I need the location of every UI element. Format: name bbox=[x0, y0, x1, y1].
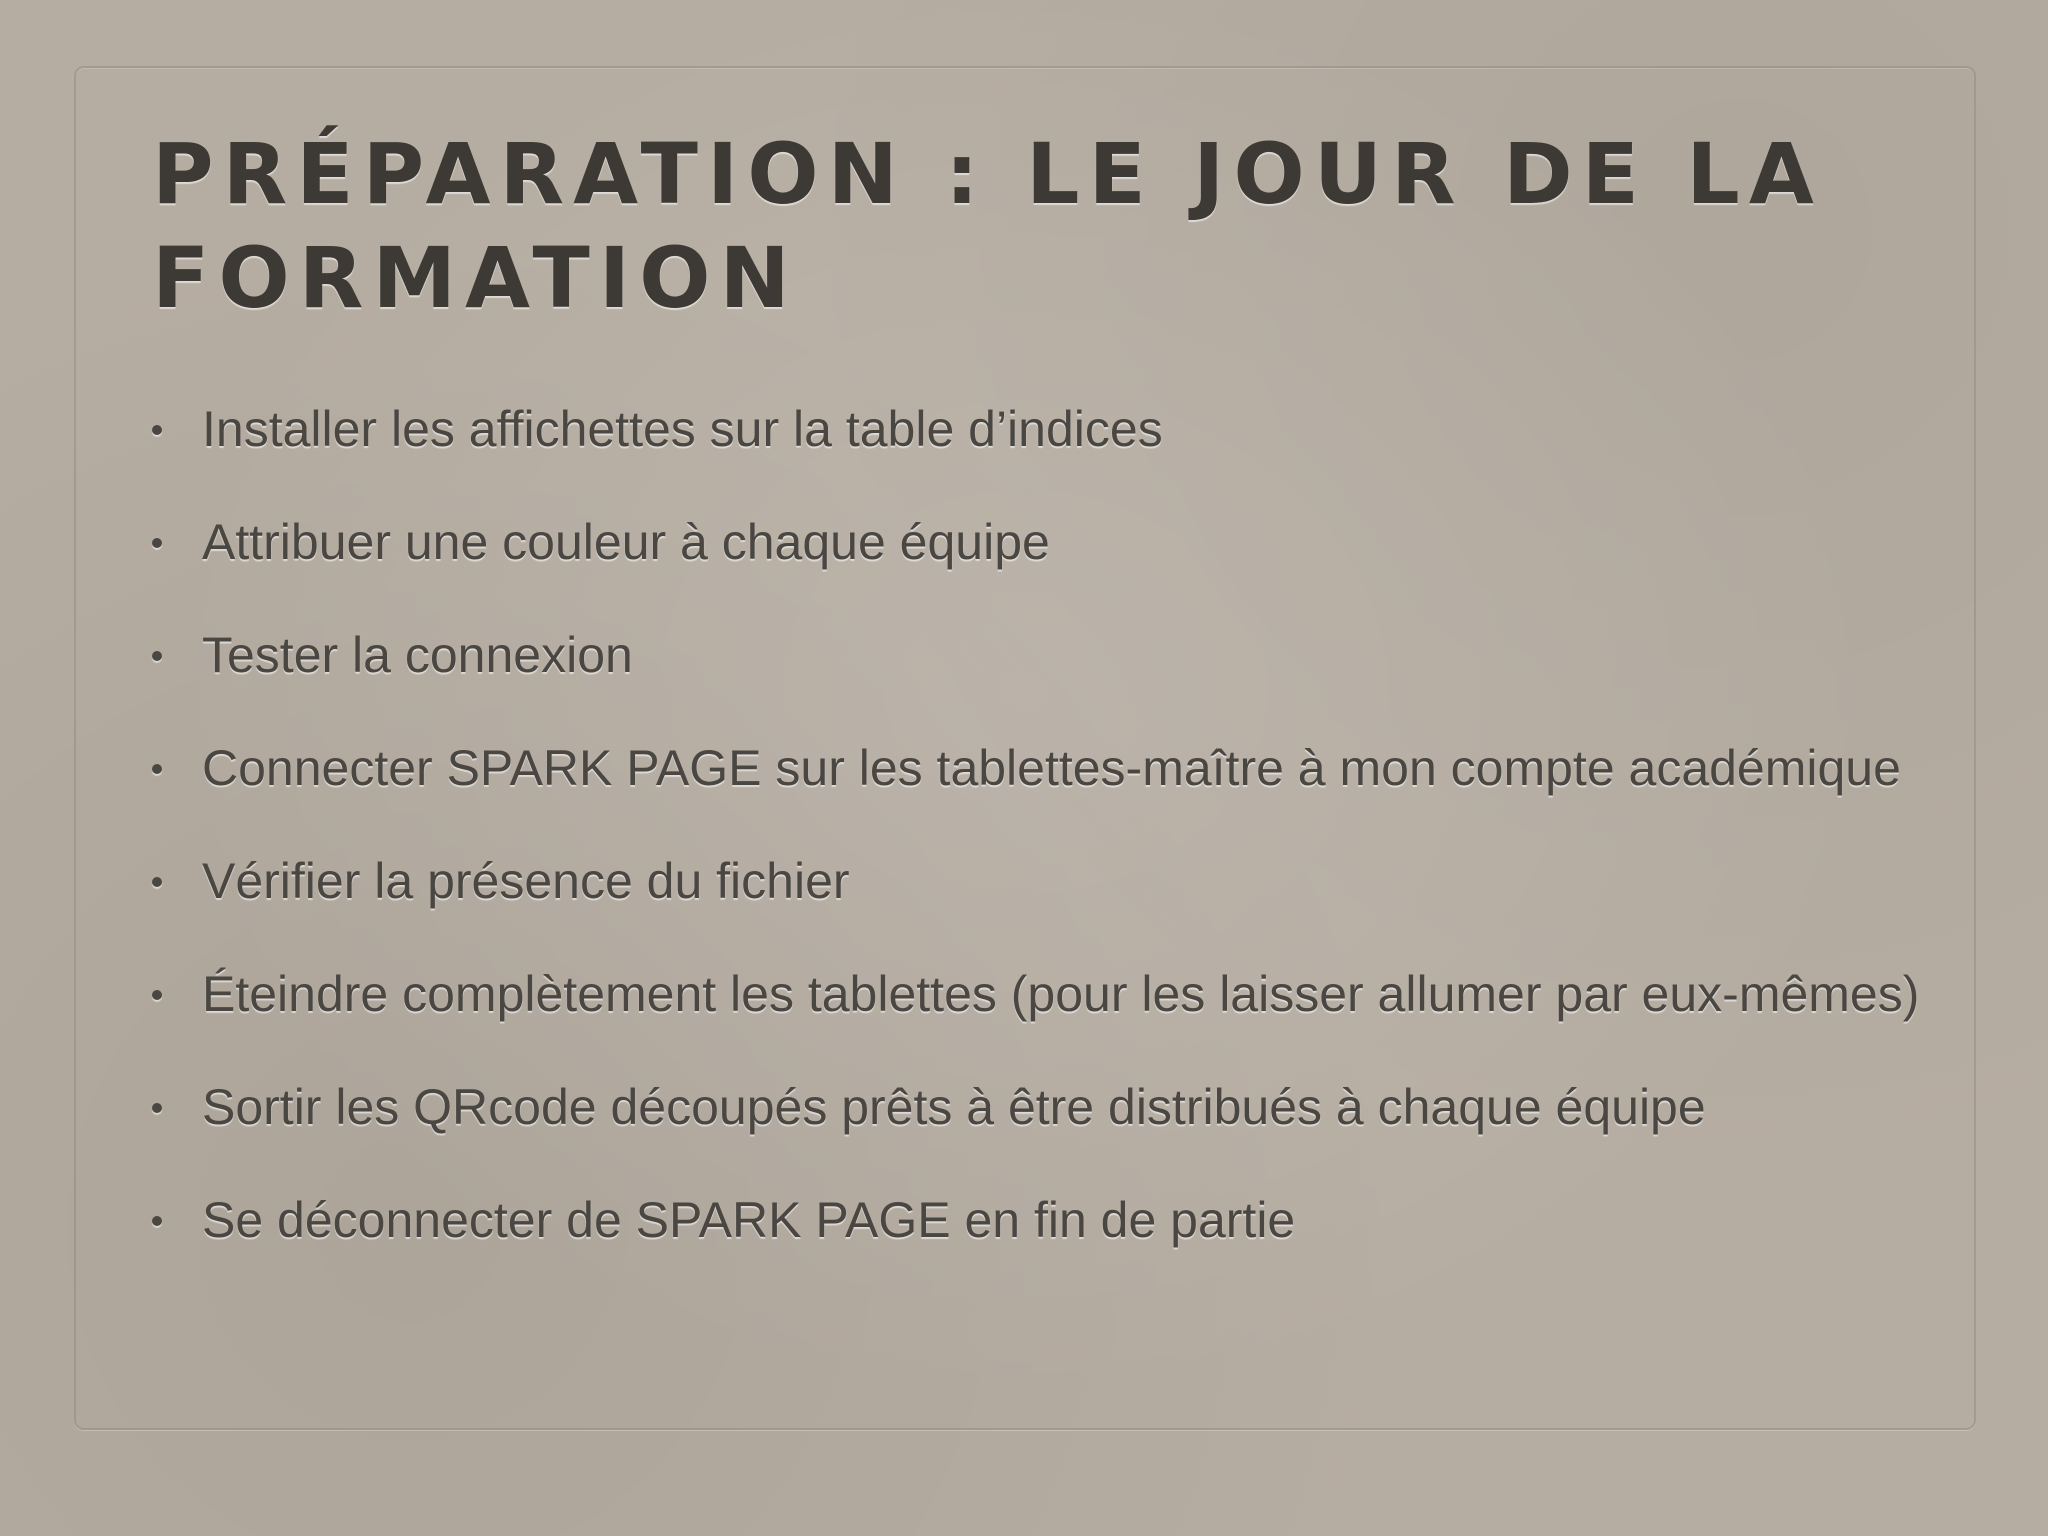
slide-title: PRÉPARATION : LE JOUR DE LA FORMATION bbox=[152, 125, 1823, 327]
bullet-dot-icon bbox=[152, 651, 162, 661]
bullet-dot-icon bbox=[152, 1216, 162, 1226]
bullet-list bbox=[148, 396, 1928, 1300]
bullet-text: Se déconnecter de SPARK PAGE en fin de partie bbox=[202, 1192, 1296, 1248]
bullet-item-test-connection bbox=[148, 622, 1928, 688]
bullet-text: Connecter SPARK PAGE sur les tablettes-maître à mon compte académique bbox=[202, 740, 1901, 796]
bullet-item-disconnect bbox=[148, 1187, 1928, 1253]
bullet-item-verify-file bbox=[148, 848, 1928, 914]
bullet-dot-icon bbox=[152, 877, 162, 887]
bullet-item-assign-color bbox=[148, 509, 1928, 575]
bullet-text: Sortir les QRcode découpés prêts à être distribués à chaque équipe bbox=[202, 1079, 1706, 1135]
bullet-dot-icon bbox=[152, 990, 162, 1000]
bullet-dot-icon bbox=[152, 1103, 162, 1113]
bullet-item-qrcodes bbox=[148, 1074, 1928, 1140]
bullet-text: Tester la connexion bbox=[202, 627, 633, 683]
bullet-dot-icon bbox=[152, 764, 162, 774]
bullet-item-install-posters bbox=[148, 396, 1928, 462]
bullet-item-turn-off-tablets bbox=[148, 961, 1928, 1027]
bullet-dot-icon bbox=[152, 538, 162, 548]
bullet-text: Vérifier la présence du fichier bbox=[202, 853, 850, 909]
bullet-dot-icon bbox=[152, 425, 162, 435]
bullet-text: Installer les affichettes sur la table d’indices bbox=[202, 401, 1163, 457]
bullet-text: Éteindre complètement les tablettes (pour les laisser allumer par eux-mêmes) bbox=[202, 966, 1920, 1022]
bullet-text: Attribuer une couleur à chaque équipe bbox=[202, 514, 1050, 570]
bullet-item-connect-spark-page bbox=[148, 735, 1928, 801]
